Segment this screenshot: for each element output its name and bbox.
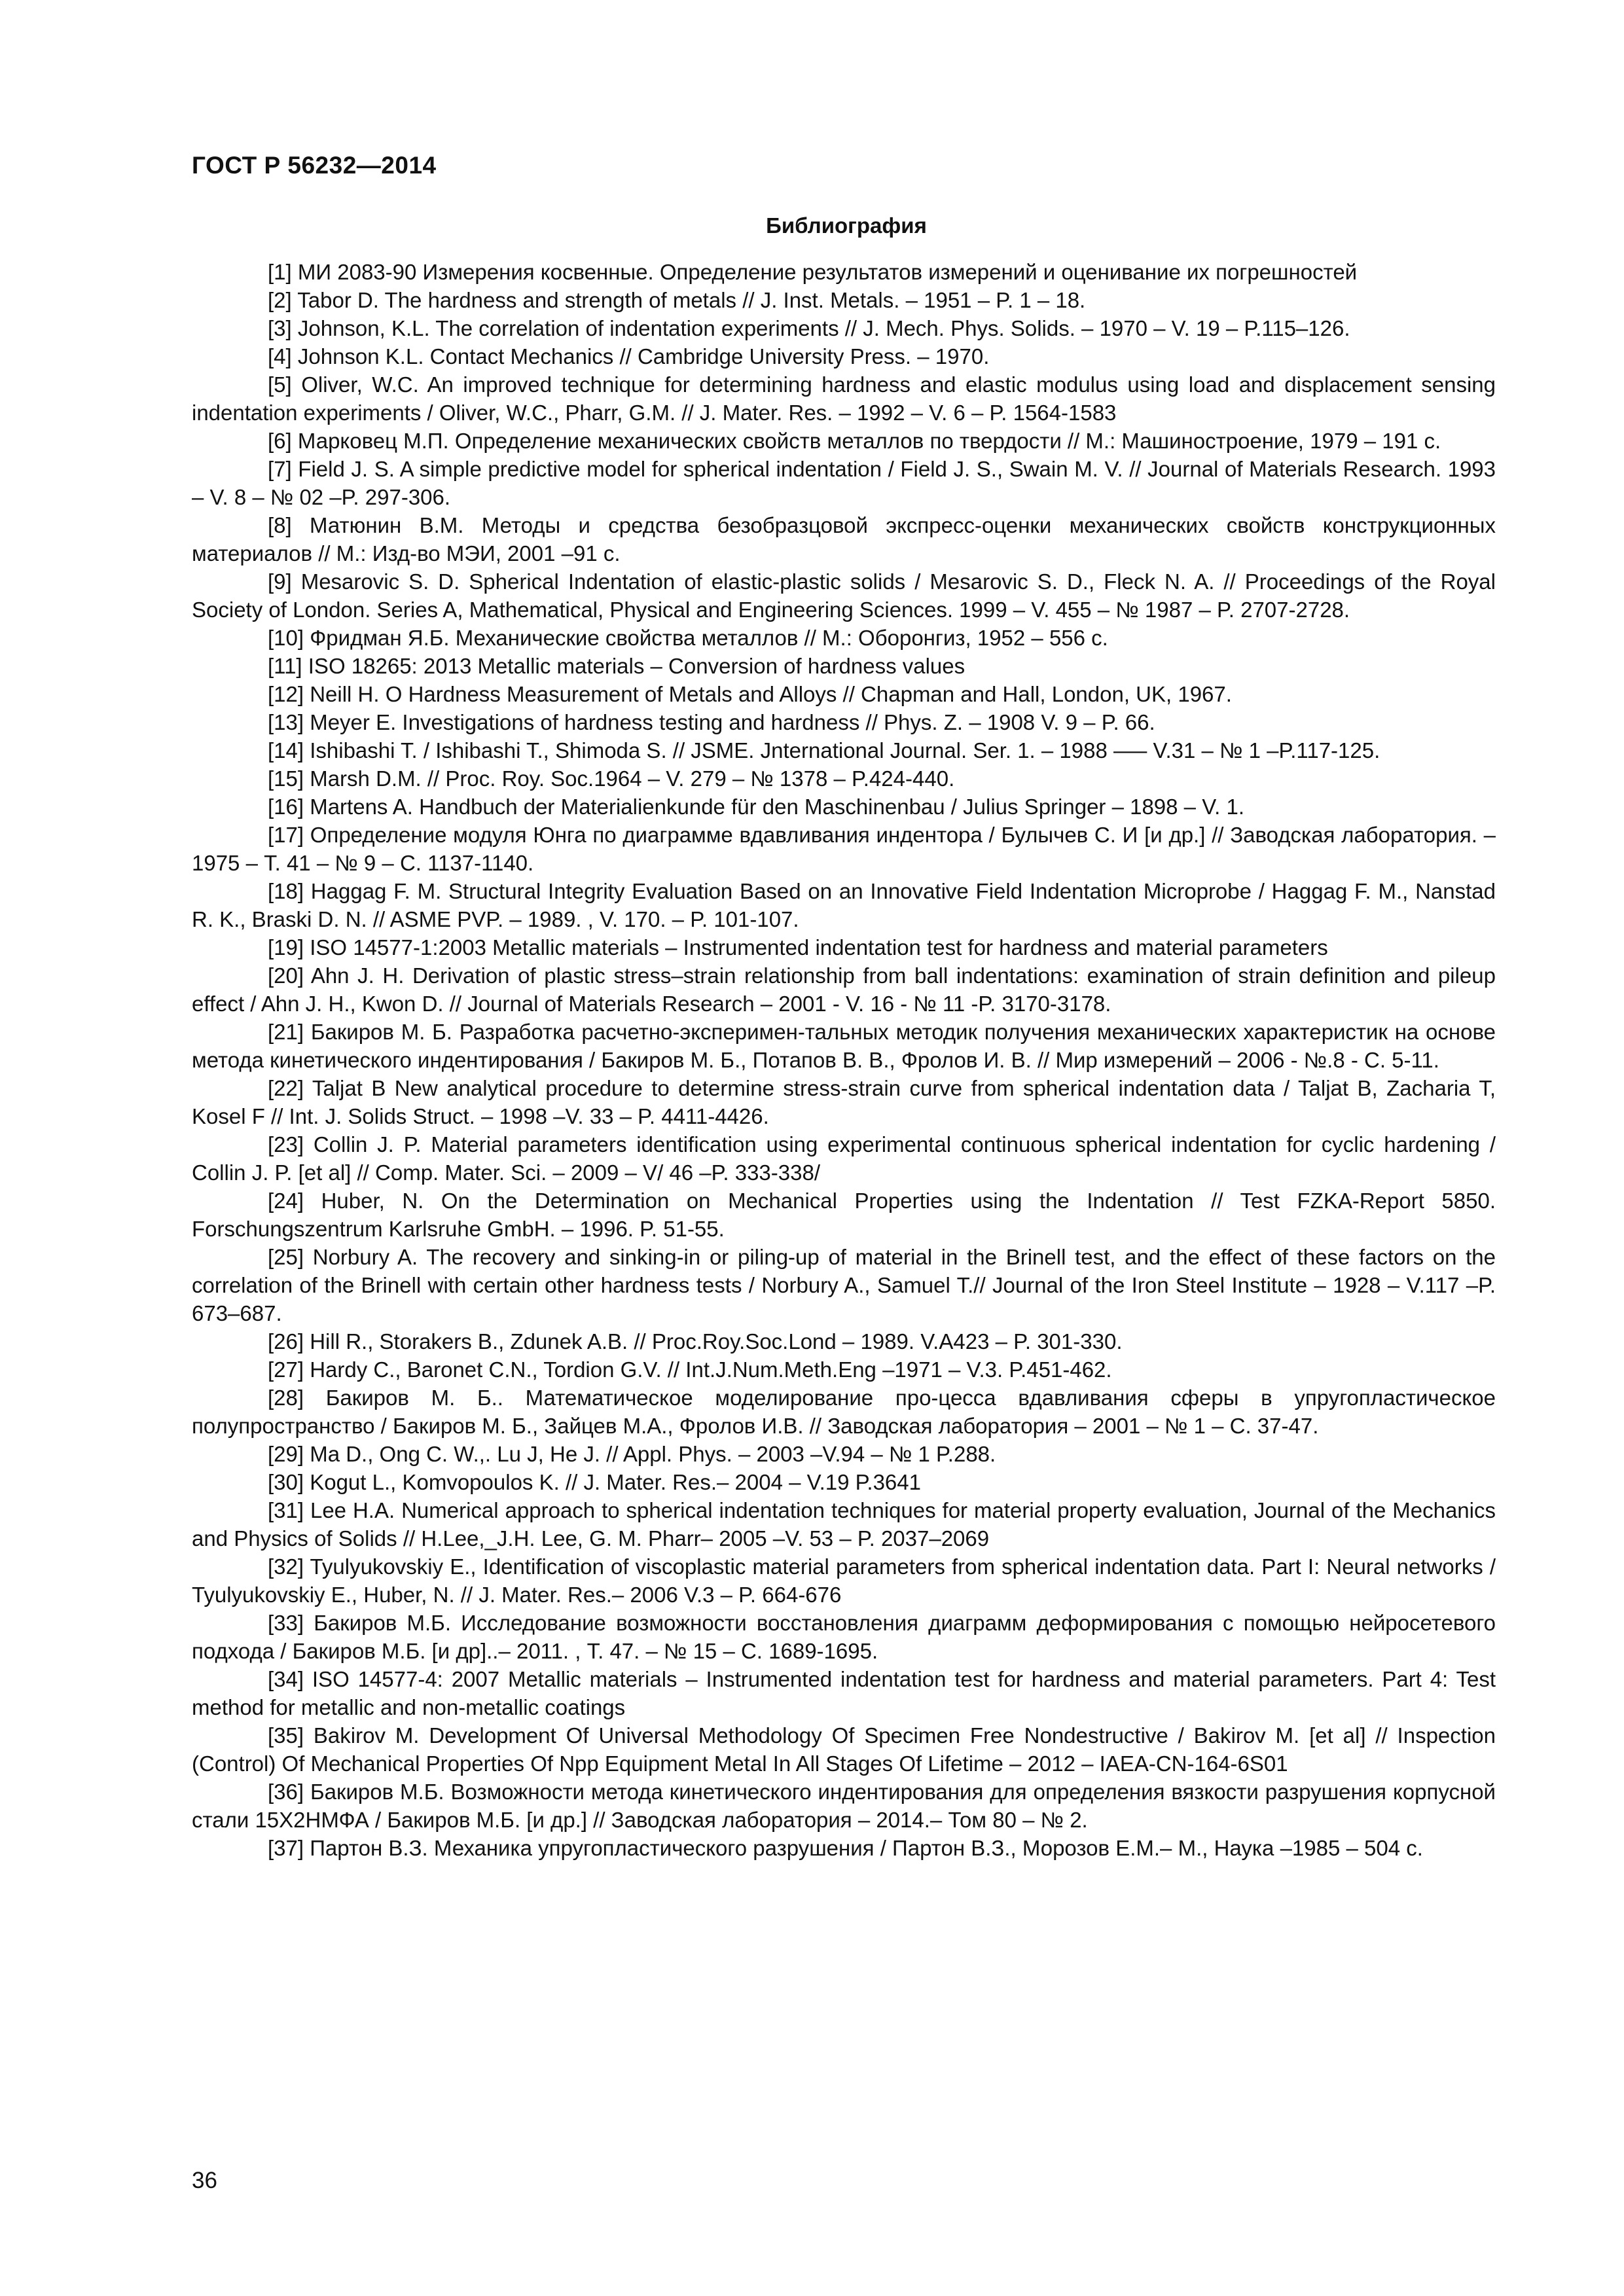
bibliography-list xyxy=(192,258,1496,1862)
bibliography-entry: [1] МИ 2083-90 Измерения косвенные. Определение результатов измерений и оценивание их погрешностей xyxy=(268,260,1358,284)
bibliography-entry: [9] Mesarovic S. D. Spherical Indentation of elastic-plastic solids / Mesarovic S. D., Fleck N. A. // Proceedings of the Royal Society of London. Series A, Mathematical, Physical and Engineering Sciences. 1999 – V. 455 – № 1987 – P. 2707-2728. xyxy=(192,569,1496,622)
bibliography-entry: [14] Ishibashi T. / Ishibashi T., Shimoda S. // JSME. Jnternational Journal. Ser. 1. – 1988 —– V.31 – № 1 –P.117-125. xyxy=(268,738,1380,762)
bibliography-entry: [23] Collin J. P. Material parameters identification using experimental continuous spherical indentation for cyclic hardening / Collin J. P. [et al] // Comp. Mater. Sci. – 2009 – V/ 46 –P. 333-338/ xyxy=(192,1132,1496,1185)
bibliography-entry: [31] Lee H.A. Numerical approach to spherical indentation techniques for material property evaluation, Journal of the Mechanics and Physics of Solids // H.Lee,_J.H. Lee, G. M. Pharr– 2005 –V. 53 – P. 2037–2069 xyxy=(192,1498,1496,1551)
bibliography-entry: [7] Field J. S. A simple predictive model for spherical indentation / Field J. S., Swain M. V. // Journal of Materials Research. 1993 – V. 8 – № 02 –P. 297-306. xyxy=(192,457,1496,509)
bibliography-entry: [35] Bakirov M. Development Of Universal Methodology Of Specimen Free Nondestructive / Bakirov M. [et al] // Inspection (Control) Of Mechanical Properties Of Npp Equipment Metal In All Stages Of Lifetime – 2012 – IAEA-CN-164-6S01 xyxy=(192,1723,1496,1776)
bibliography-entry: [13] Meyer E. Investigations of hardness testing and hardness // Phys. Z. – 1908 V. 9 – P. 66. xyxy=(268,710,1155,734)
bibliography-entry: [29] Ma D., Ong C. W.,. Lu J, He J. // Appl. Phys. – 2003 –V.94 – № 1 P.288. xyxy=(268,1442,996,1466)
bibliography-entry: [32] Tyulyukovskiy E., Identification of viscoplastic material parameters from spherical indentation data. Part I: Neural networks / Tyulyukovskiy E., Huber, N. // J. Mater. Res.– 2006 V.3 – P. 664-676 xyxy=(192,1554,1496,1607)
bibliography-entry: [11] ISO 18265: 2013 Metallic materials – Conversion of hardness values xyxy=(268,654,965,678)
bibliography-entry: [4] Johnson K.L. Contact Mechanics // Cambridge University Press. – 1970. xyxy=(268,344,990,368)
bibliography-entry: [24] Huber, N. On the Determination on Mechanical Properties using the Indentation // Test FZKA-Report 5850. Forschungszentrum Karlsruhe GmbH. – 1996. P. 51-55. xyxy=(192,1189,1496,1241)
bibliography-entry: [5] Oliver, W.C. An improved technique for determining hardness and elastic modulus using load and displacement sensing indentation experiments / Oliver, W.C., Pharr, G.M. // J. Mater. Res. – 1992 – V. 6 – P. 1564-1583 xyxy=(192,372,1496,425)
bibliography-entry: [27] Hardy C., Baronet C.N., Tordion G.V. // Int.J.Num.Meth.Eng –1971 – V.3. P.451-462. xyxy=(268,1357,1112,1382)
bibliography-title: Библиография xyxy=(766,213,927,238)
bibliography-entry: [28] Бакиров М. Б.. Математическое моделирование про-цесса вдавливания сферы в упругопластическое полупространство / Бакиров М. Б., Зайцев М.А., Фролов И.В. // Заводская лаборатория – 2001 – № 1 – С. 37-47. xyxy=(192,1386,1496,1438)
bibliography-entry: [8] Матюнин В.М. Методы и средства безобразцовой экспресс-оценки механических свойств конструкционных материалов // М.: Изд-во МЭИ, 2001 –91 с. xyxy=(192,513,1496,565)
bibliography-entry: [30] Kogut L., Komvopoulos K. // J. Mater. Res.– 2004 – V.19 P.3641 xyxy=(268,1470,921,1494)
page-number: 36 xyxy=(192,2168,217,2193)
bibliography-entry: [20] Ahn J. H. Derivation of plastic stress–strain relationship from ball indentations: examination of strain definition and pileup effect / Ahn J. H., Kwon D. // Journal of Materials Research – 2001 - V. 16 - № 11 -P. 3170-3178. xyxy=(192,963,1496,1016)
bibliography-entry: [2] Tabor D. The hardness and strength of metals // J. Inst. Metals. – 1951 – P. 1 – 18. xyxy=(268,288,1086,312)
bibliography-entry: [3] Johnson, K.L. The correlation of indentation experiments // J. Mech. Phys. Solids. – 1970 – V. 19 – P.115–126. xyxy=(268,316,1350,340)
bibliography-entry: [10] Фридман Я.Б. Механические свойства металлов // М.: Оборонгиз, 1952 – 556 с. xyxy=(268,626,1108,650)
bibliography-entry: [36] Бакиров М.Б. Возможности метода кинетического индентирования для определения вязкости разрушения корпусной стали 15Х2НМФА / Бакиров М.Б. [и др.] // Заводская лаборатория – 2014.– Том 80 – № 2. xyxy=(192,1780,1496,1832)
bibliography-entry: [18] Haggag F. M. Structural Integrity Evaluation Based on an Innovative Field Indentation Microprobe / Haggag F. M., Nanstad R. K., Braski D. N. // ASME PVP. – 1989. , V. 170. – P. 101-107. xyxy=(192,879,1496,931)
bibliography-entry: [6] Марковец М.П. Определение механических свойств металлов по твердости // М.: Машиностроение, 1979 – 191 с. xyxy=(268,429,1441,453)
bibliography-entry: [15] Marsh D.M. // Proc. Roy. Soc.1964 – V. 279 – № 1378 – P.424-440. xyxy=(268,766,955,791)
bibliography-entry: [25] Norbury A. The recovery and sinking-in or piling-up of material in the Brinell test, and the effect of these factors on the correlation of the Brinell with certain other hardness tests / Norbury A., Samuel T.// Journal of the Iron Steel Institute – 1928 – V.117 –P. 673–687. xyxy=(192,1245,1496,1325)
bibliography-entry: [33] Бакиров М.Б. Исследование возможности восстановления диаграмм деформирования с помощью нейросетевого подхода / Бакиров М.Б. [и др]..– 2011. , Т. 47. – № 15 – С. 1689-1695. xyxy=(192,1611,1496,1663)
bibliography-entry: [37] Партон В.З. Механика упругопластического разрушения / Партон В.З., Морозов Е.М.– М., Наука –1985 – 504 с. xyxy=(268,1836,1423,1860)
bibliography-entry: [12] Neill H. O Hardness Measurement of Metals and Alloys // Chapman and Hall, London, UK, 1967. xyxy=(268,682,1232,706)
bibliography-entry: [19] ISO 14577-1:2003 Metallic materials – Instrumented indentation test for hardness and material parameters xyxy=(268,935,1328,960)
bibliography-entry: [17] Определение модуля Юнга по диаграмме вдавливания индентора / Булычев С. И [и др.] // Заводская лаборатория. – 1975 – Т. 41 – № 9 – С. 1137-1140. xyxy=(192,823,1496,875)
bibliography-entry: [26] Hill R., Storakers B., Zdunek A.B. // Proc.Roy.Soc.Lond – 1989. V.A423 – P. 301-330. xyxy=(268,1329,1123,1354)
document-code: ГОСТ Р 56232—2014 xyxy=(192,152,437,179)
bibliography-entry: [16] Martens A. Handbuch der Materialienkunde für den Maschinenbau / Julius Springer – 1898 – V. 1. xyxy=(268,795,1245,819)
bibliography-entry: [34] ISO 14577-4: 2007 Metallic materials – Instrumented indentation test for hardness and material parameters. Part 4: Test method for metallic and non-metallic coatings xyxy=(192,1667,1496,1719)
bibliography-entry: [22] Taljat B New analytical procedure to determine stress-strain curve from spherical indentation data / Taljat B, Zacharia T, Kosel F // Int. J. Solids Struct. – 1998 –V. 33 – P. 4411-4426. xyxy=(192,1076,1496,1128)
bibliography-entry: [21] Бакиров М. Б. Разработка расчетно-эксперимен-тальных методик получения механических характеристик на основе метода кинетического индентирования / Бакиров М. Б., Потапов В. В., Фролов И. В. // Мир измерений – 2006 - №.8 - С. 5-11. xyxy=(192,1020,1496,1072)
